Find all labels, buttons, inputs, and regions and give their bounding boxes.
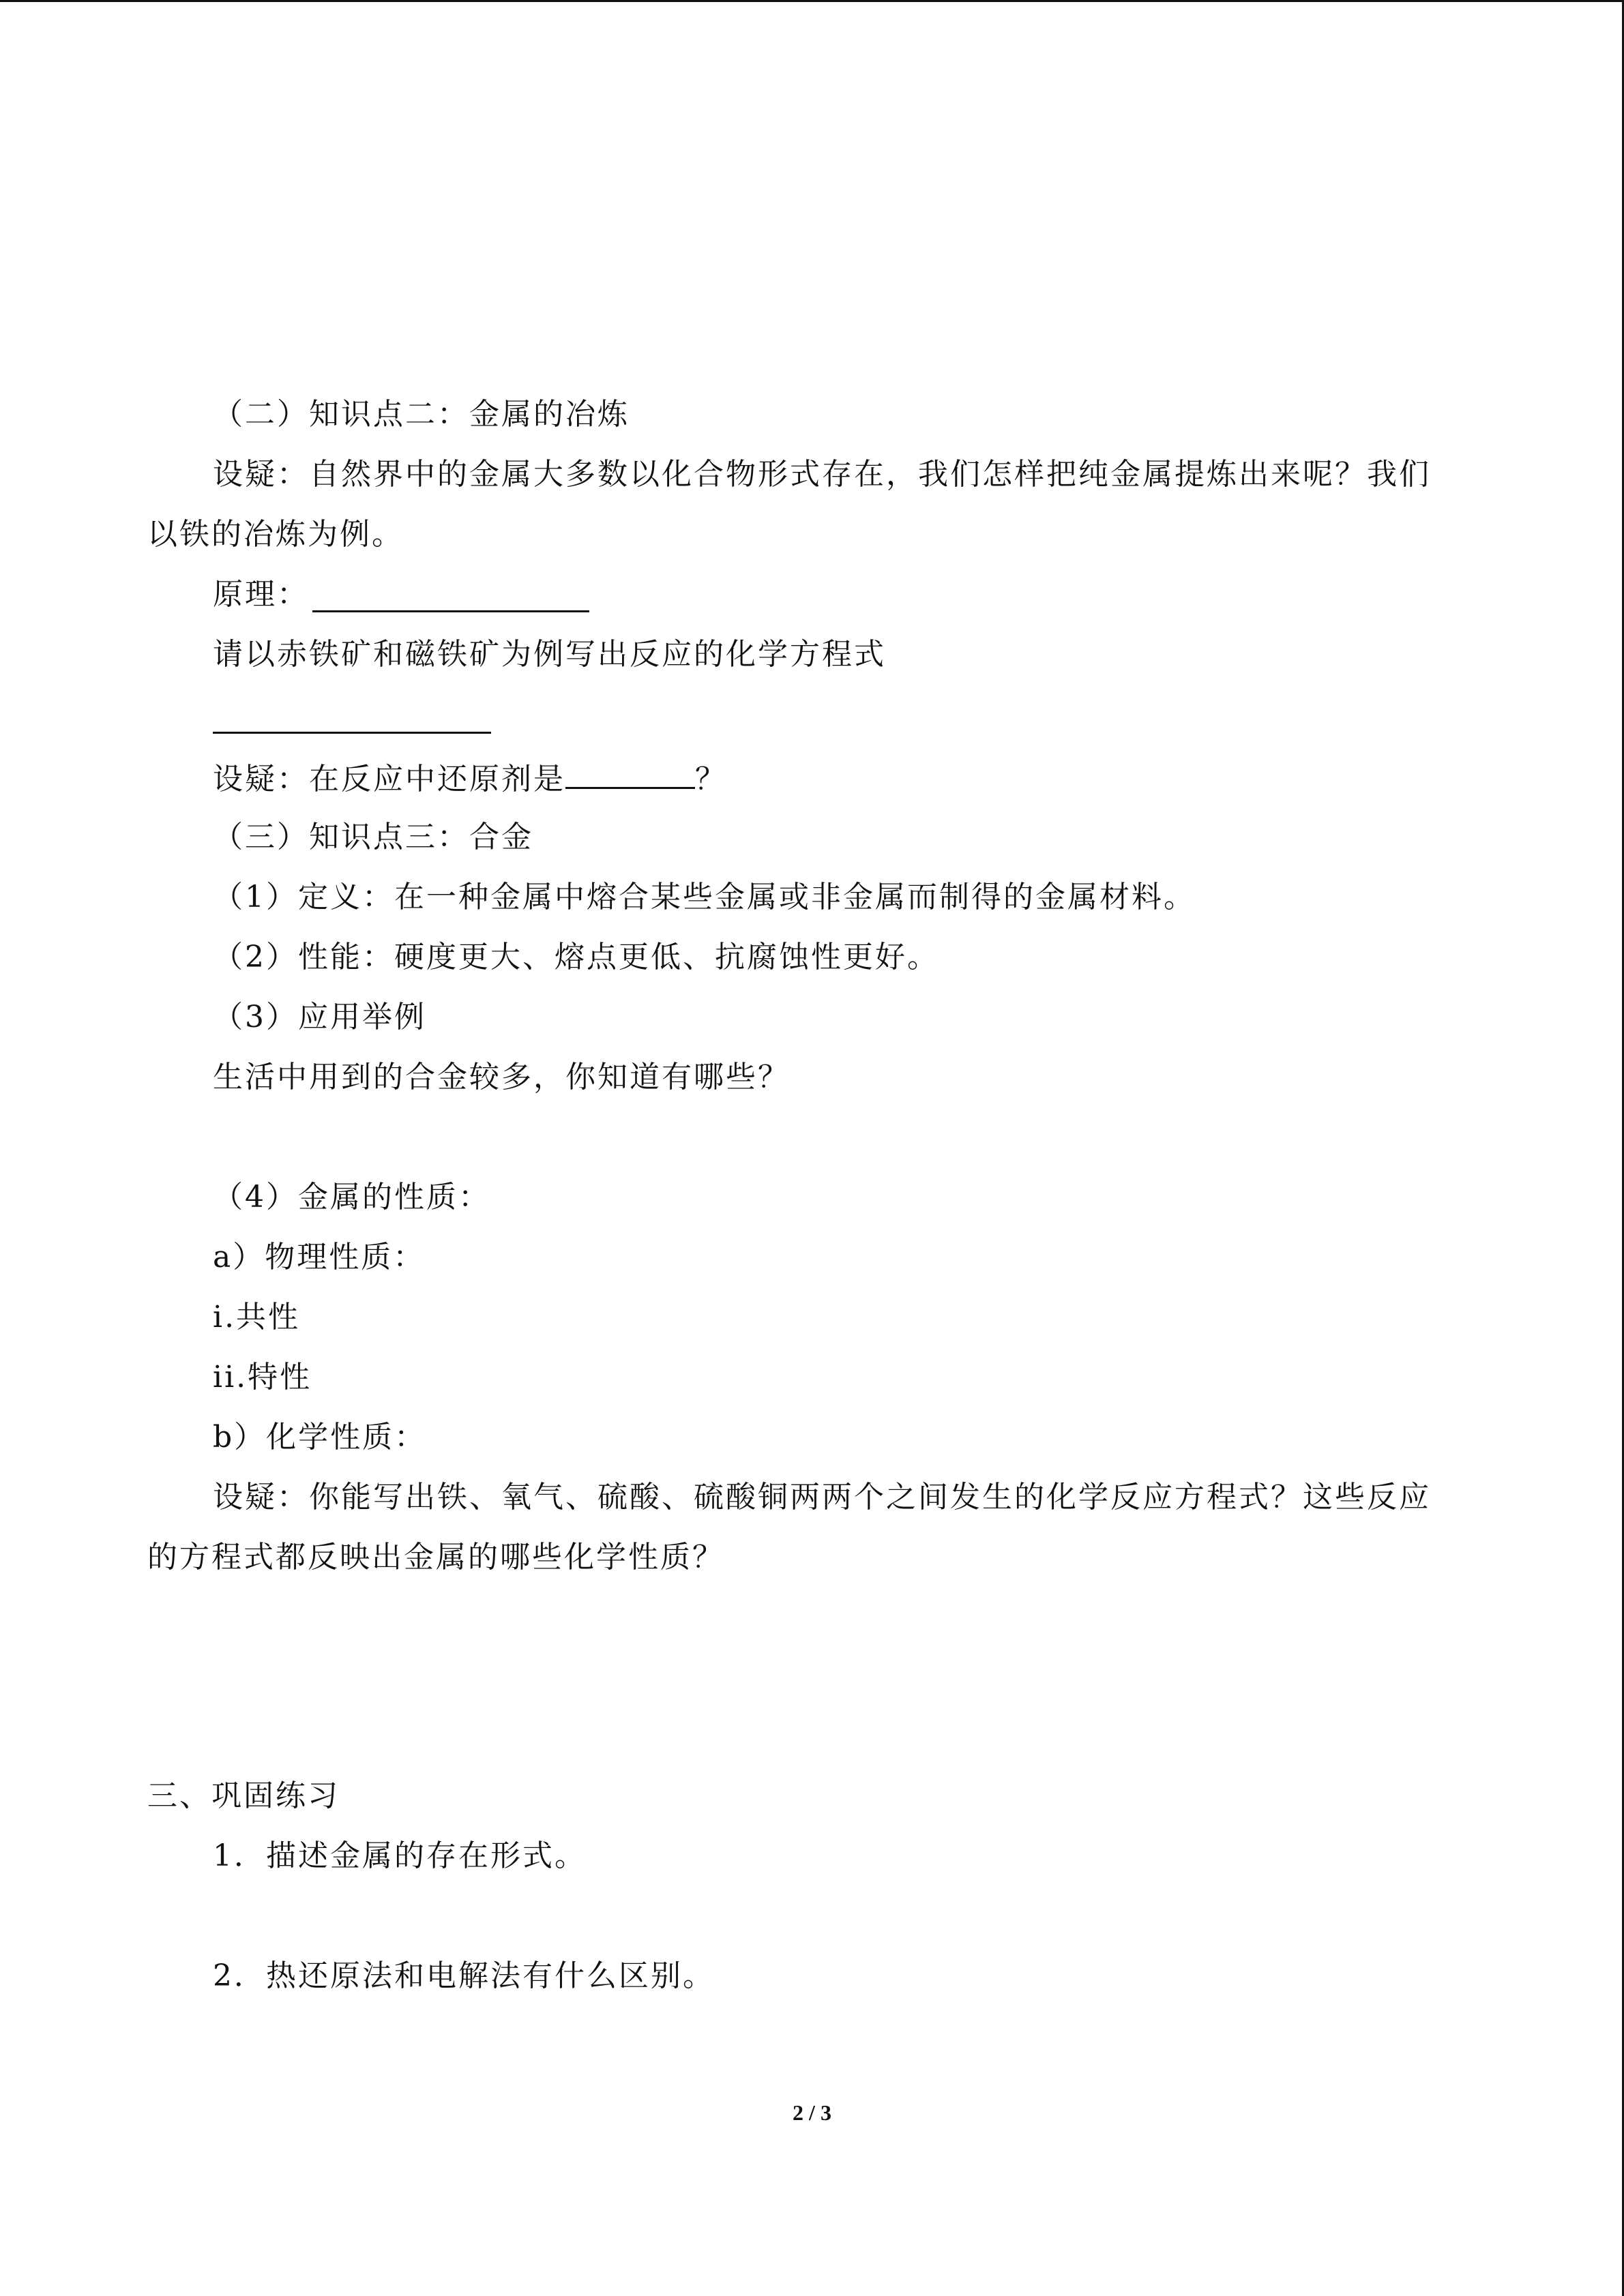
principle-line [213,574,309,615]
physical-properties: a）物理性质： [213,1240,426,1274]
alloy-definition: （1）定义：在一种金属中熔合某些金属或非金属而制得的金属材料。 [213,880,1196,914]
section2-heading: （二）知识点二：金属的冶炼 [213,397,630,432]
page-border-top [0,0,1624,2]
metal-properties-heading: （4）金属的性质： [213,1180,490,1214]
chemical-properties: b）化学性质： [213,1420,427,1455]
chem-question-line2: 的方程式都反映出金属的哪些化学性质？ [147,1540,724,1575]
alloy-life-question: 生活中用到的合金较多，你知道有哪些？ [213,1060,790,1094]
section2-question-line2: 以铁的冶炼为例。 [147,517,404,552]
alloy-examples: （3）应用举例 [213,1000,426,1034]
principle-label: 原理： [213,577,309,612]
reductant-suffix: ？ [695,762,727,796]
practice-item-2: 2．热还原法和电解法有什么区别。 [213,1958,715,1993]
special-properties: ii.特性 [213,1360,312,1395]
reductant-answer-blank[interactable] [565,757,695,789]
reductant-prefix: 设疑：在反应中还原剂是 [213,762,565,796]
chem-question-line1: 设疑：你能写出铁、氧气、硫酸、硫酸铜两两个之间发生的化学反应方程式？这些反应 [213,1480,1431,1515]
principle-answer-blank[interactable] [312,610,589,612]
reductant-question [213,757,727,800]
section2-question-line1: 设疑：自然界中的金属大多数以化合物形式存在，我们怎样把纯金属提炼出来呢？我们 [213,457,1431,492]
common-properties: i.共性 [213,1300,301,1335]
page-number: 2 / 3 [793,2100,831,2125]
alloy-performance: （2）性能：硬度更大、熔点更低、抗腐蚀性更好。 [213,940,939,974]
practice-item-1: 1．描述金属的存在形式。 [213,1838,587,1873]
equation-answer-blank[interactable] [213,732,491,734]
practice-heading: 三、巩固练习 [147,1778,340,1813]
equation-prompt: 请以赤铁矿和磁铁矿为例写出反应的化学方程式 [213,637,886,672]
section3-heading: （三）知识点三：合金 [213,820,533,854]
